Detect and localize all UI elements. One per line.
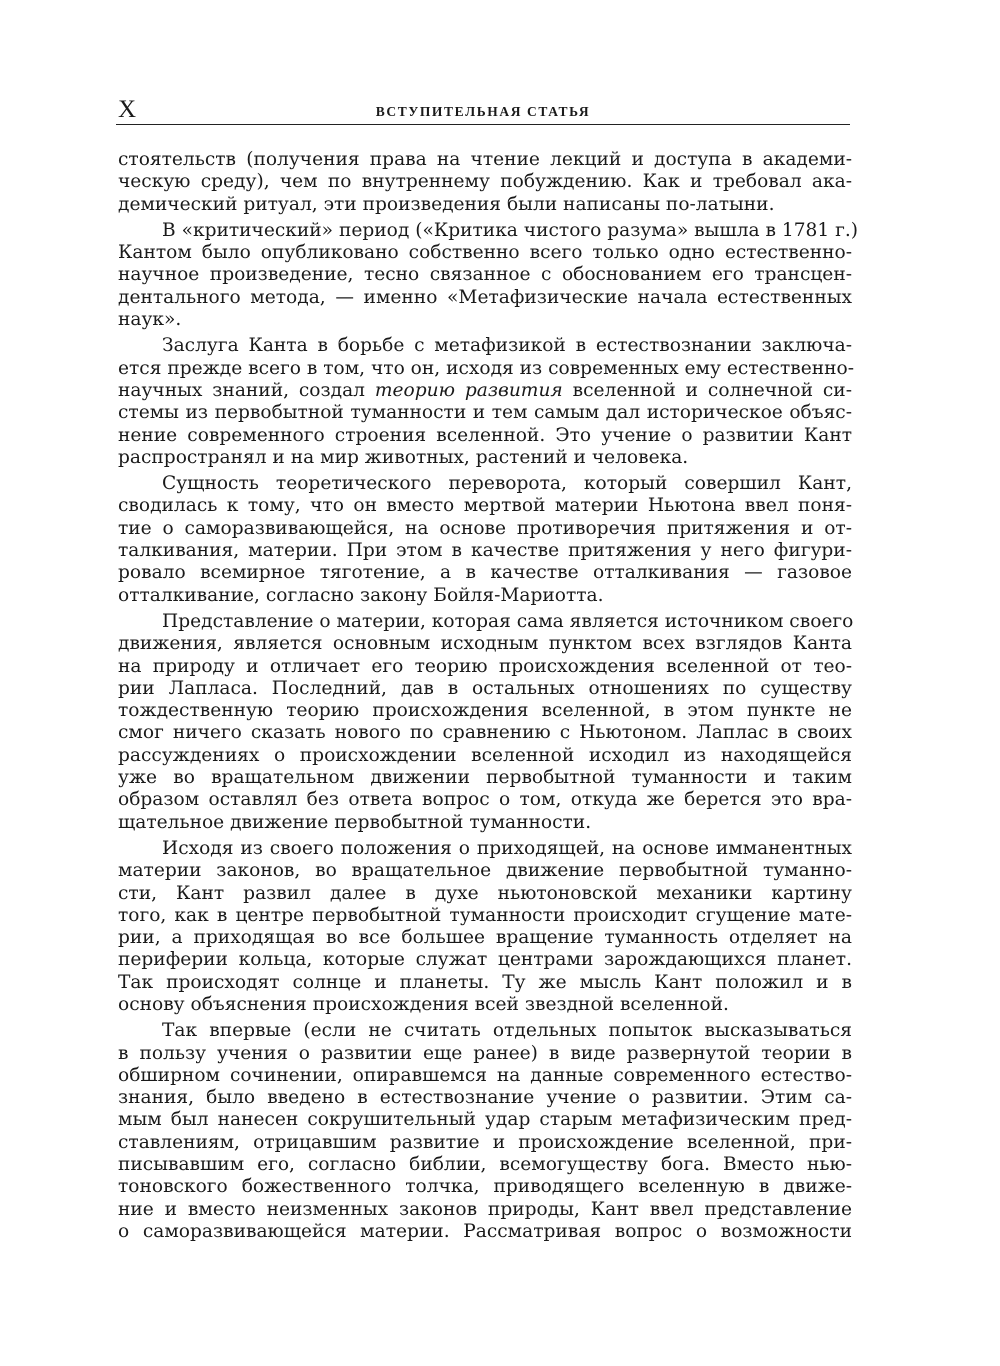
paragraph	[118, 611, 852, 834]
text-line: В «критический» период («Критика чистого разума» вышла в 1781 г.)	[162, 219, 859, 241]
text-line: Представление о материи, которая сама является источником своего	[162, 610, 854, 632]
text-line: научных знаний, создал теорию развития вселенной и солнечной си-	[118, 379, 852, 401]
text-line: уже во вращательном движении первобытной туманности и таким	[118, 767, 852, 789]
paragraph	[118, 838, 852, 1016]
text-line: сводилась к тому, что он вместо мертвой материи Ньютона ввел поня-	[118, 495, 852, 517]
text-line: ровало всемирное тяготение, а в качестве отталкивания — газовое	[118, 562, 852, 584]
text-line: знания, было введено в естествознание учение о развитии. Этим са-	[118, 1087, 852, 1109]
text-line: Сущность теоретического переворота, который совершил Кант,	[162, 473, 852, 495]
text-line: талкивания, материи. При этом в качестве притяжения у него фигури-	[118, 540, 852, 562]
text-line: рассуждениях о происхождении вселенной исходил из находящейся	[118, 744, 852, 766]
paragraph	[118, 1020, 852, 1243]
text-line: на природу и отличает его теорию происхождения вселенной от тео-	[118, 655, 852, 677]
text-line: материи законов, во вращательное движение первобытной туманно-	[118, 860, 852, 882]
text-line: рии Лапласа. Последний, дав в остальных отношениях по существу	[118, 677, 852, 699]
paragraph	[118, 473, 852, 607]
text-line: щательное движение первобытной туманности.	[118, 811, 592, 833]
text-line: рии, а приходящая во все большее вращение туманность отделяет на	[118, 927, 852, 949]
text-line: дентального метода, — именно «Метафизические начала естественных	[118, 286, 852, 308]
text-line: отталкивание, согласно закону Бойля-Мариотта.	[118, 584, 604, 606]
text-line: ставлениям, отрицавшим развитие и происхождение вселенной, при-	[118, 1131, 852, 1153]
text-line: Исходя из своего положения о приходящей, на основе имманентных	[162, 837, 852, 859]
text-line: Заслуга Канта в борьбе с метафизикой в естествознании заключа-	[162, 335, 852, 357]
text-line: ние и вместо неизменных законов природы, Кант ввел представление	[118, 1198, 852, 1220]
text-line: мым был нанесен сокрушительный удар старым метафизическим пред-	[118, 1109, 852, 1131]
text-line: того, как в центре первобытной туманности происходит сгущение мате-	[118, 904, 852, 926]
text-line: ется прежде всего в том, что он, исходя из современных ему естественно-	[118, 357, 854, 379]
page-header	[116, 96, 850, 125]
text-line: научное произведение, тесно связанное с обоснованием его трансцен-	[118, 264, 852, 286]
text-line: тие о саморазвивающейся, на основе противоречия притяжения и от-	[118, 517, 852, 539]
running-title: ВСТУПИТЕЛЬНАЯ СТАТЬЯ	[375, 104, 591, 119]
text-line: в пользу учения о развитии еще ранее) в виде развернутой теории в	[118, 1042, 852, 1064]
text-line: наук».	[118, 309, 182, 331]
text-line: периферии кольца, которые служат центрами зарождающихся планет.	[118, 949, 852, 971]
text-line: стоятельств (получения права на чтение лекций и доступа в академи-	[118, 149, 852, 170]
text-line: основу объяснения происхождения всей звездной вселенной.	[118, 993, 729, 1015]
text-line: нение современного строения вселенной. Это учение о развитии Кант	[118, 424, 852, 446]
text-line: тождественную теорию происхождения вселенной, в этом пункте не	[118, 700, 852, 722]
text-line: смог ничего сказать нового по сравнению с Ньютоном. Лаплас в своих	[118, 722, 852, 744]
page-number: X	[118, 96, 137, 123]
text-line: стемы из первобытной туманности и тем самым дал историческое объяс-	[118, 402, 852, 424]
text-line: сти, Кант развил далее в духе ньютоновской механики картину	[118, 882, 852, 904]
body-text	[118, 149, 859, 1247]
text-line: Так впервые (если не считать отдельных попыток высказываться	[162, 1020, 852, 1042]
paragraph	[118, 149, 852, 216]
emphasis: теорию развития	[374, 379, 563, 401]
paragraph	[118, 219, 859, 331]
text-line: Кантом было опубликовано собственно всего только одно естественно-	[118, 242, 852, 264]
text-line: обширном сочинении, опиравшемся на данные современного естество-	[118, 1064, 852, 1086]
text-line: ческую среду), чем по внутреннему побуждению. Как и требовал ака-	[118, 171, 852, 193]
text-line: образом оставлял без ответа вопрос о том, откуда же берется это вра-	[118, 789, 852, 811]
text-line: движения, является основным исходным пунктом всех взглядов Канта	[118, 633, 852, 655]
text-line: писывавшим его, согласно библии, всемогуществу бога. Вместо нью-	[118, 1154, 852, 1176]
text-line: тоновского божественного толчка, приводящего вселенную в движе-	[118, 1176, 852, 1198]
paragraph	[118, 335, 852, 469]
text-line: Так происходят солнце и планеты. Ту же мысль Кант положил и в	[118, 971, 852, 993]
text-line: демический ритуал, эти произведения были написаны по-латыни.	[118, 193, 775, 215]
text-line: распространял и на мир животных, растений и человека.	[118, 446, 689, 468]
text-line: о саморазвивающейся материи. Рассматривая вопрос о возможности	[118, 1220, 852, 1242]
